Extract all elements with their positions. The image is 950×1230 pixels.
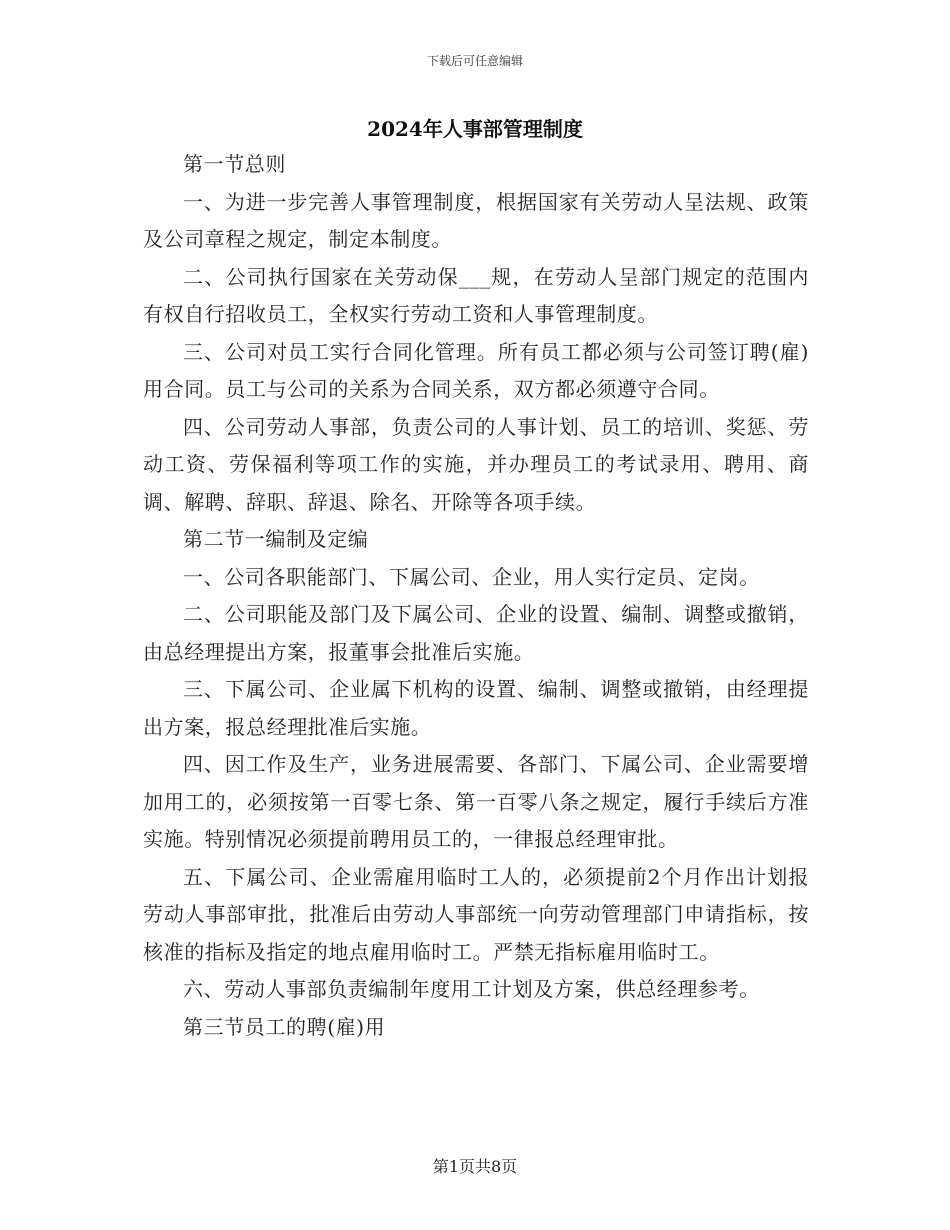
paragraph: 四、公司劳动人事部，负责公司的人事计划、员工的培训、奖惩、劳动工资、劳保福利等项工作的实施，并办理员工的考试录用、聘用、商调、解聘、辞职、辞退、除名、开除等各项手续。	[143, 414, 809, 514]
paragraph: 五、下属公司、企业需雇用临时工人的，必须提前2个月作出计划报劳动人事部审批，批准后由劳动人事部统一向劳动管理部门申请指标，按核准的指标及指定的地点雇用临时工。严禁无指标雇用临时工。	[143, 864, 809, 964]
header-note: 下载后可任意编辑	[426, 54, 523, 68]
paragraph: 三、公司对员工实行合同化管理。所有员工都必须与公司签订聘(雇)用合同。员工与公司的关系为合同关系，双方都必须遵守合同。	[143, 339, 809, 401]
section-heading-2: 第二节一编制及定编	[183, 527, 369, 551]
section-heading-3: 第三节员工的聘(雇)用	[183, 1014, 386, 1039]
document-title: 2024年人事部管理制度	[367, 117, 583, 141]
paragraph: 二、公司职能及部门及下属公司、企业的设置、编制、调整或撤销，由总经理提出方案，报董事会批准后实施。	[143, 602, 809, 664]
paragraph: 二、公司执行国家在关劳动保___规，在劳动人呈部门规定的范围内有权自行招收员工，全权实行劳动工资和人事管理制度。	[143, 264, 809, 326]
paragraph: 一、为进一步完善人事管理制度，根据国家有关劳动人呈法规、政策及公司章程之规定，制定本制度。	[143, 189, 809, 251]
document-body	[143, 146, 809, 1046]
paragraph: 三、下属公司、企业属下机构的设置、编制、调整或撤销，由经理提出方案，报总经理批准后实施。	[143, 677, 809, 739]
paragraph: 六、劳动人事部负责编制年度用工计划及方案，供总经理参考。	[183, 977, 760, 1001]
paragraph: 四、因工作及生产，业务进展需要、各部门、下属公司、企业需要增加用工的，必须按第一百零七条、第一百零八条之规定，履行手续后方准实施。特别情况必须提前聘用员工的，一律报总经理审批。	[143, 752, 809, 851]
paragraph: 一、公司各职能部门、下属公司、企业，用人实行定员、定岗。	[183, 564, 760, 589]
page-number: 第1页共8页	[432, 1157, 518, 1176]
section-heading-1: 第一节总则	[183, 152, 286, 176]
